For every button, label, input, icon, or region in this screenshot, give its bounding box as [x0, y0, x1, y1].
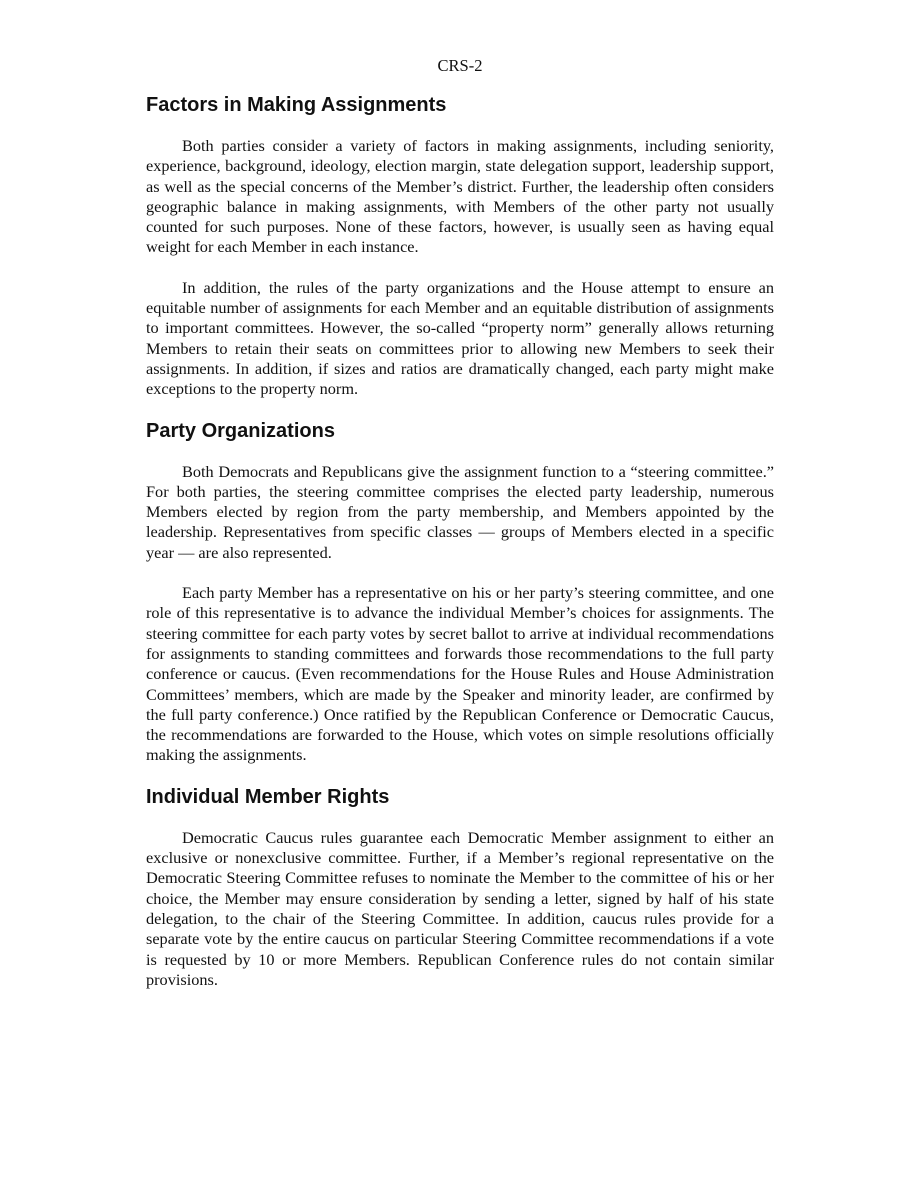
document-body [146, 93, 774, 1010]
section-heading: Individual Member Rights [146, 785, 390, 808]
body-paragraph: Each party Member has a representative on his or her party’s steering committee, and one role of this representative is to advance the individual Member’s choices for assignments. The steering committee for each party votes by secret ballot to arrive at individual recommendations for assignments to standing committees and forwards those recommendations to the full party conference or caucus. (Even recommendations for the House Rules and House Administration Committees’ members, which are made by the Speaker and minority leader, are confirmed by the full party conference.) Once ratified by the Republican Conference or Democratic Caucus, the recommendations are forwarded to the House, which votes on simple resolutions officially making the assignments. [146, 583, 774, 765]
body-paragraph: Democratic Caucus rules guarantee each Democratic Member assignment to either an exclusive or nonexclusive committee. Further, if a Member’s regional representative on the Democratic Steering Committee refuses to nominate the Member to the committee of his or her choice, the Member may ensure consideration by sending a letter, signed by half of his state delegation, to the chair of the Steering Committee. In addition, caucus rules provide for a separate vote by the entire caucus on particular Steering Committee recommendations if a vote is requested by 10 or more Members. Republican Conference rules do not contain similar provisions. [146, 827, 774, 989]
section-factors-in-making-assignments [146, 93, 774, 400]
section-heading: Party Organizations [146, 419, 335, 442]
section-heading: Factors in Making Assignments [146, 94, 447, 116]
section-party-organizations [146, 419, 774, 766]
page-header: CRS-2 [437, 56, 483, 75]
section-individual-member-rights [146, 785, 774, 990]
body-paragraph: Both Democrats and Republicans give the assignment function to a “steering committee.” For both parties, the steering committee comprises the elected party leadership, numerous Members elected by region from the party membership, and Members appointed by the leadership. Representatives from specific classes — groups of Members elected in a specific year — are also represented. [146, 461, 774, 562]
body-paragraph: In addition, the rules of the party organizations and the House attempt to ensure an equitable number of assignments for each Member and an equitable distribution of assignments to important committees. However, the so-called “property norm” generally allows returning Members to retain their seats on committees prior to allowing new Members to seek their assignments. In addition, if sizes and ratios are dramatically changed, each party might make exceptions to the property norm. [146, 277, 774, 399]
body-paragraph: Both parties consider a variety of factors in making assignments, including seniority, experience, background, ideology, election margin, state delegation support, leadership support, as well as the special concerns of the Member’s district. Further, the leadership often considers geographic balance in making assignments, with Members of the other party not usually counted for such purposes. None of these factors, however, is usually seen as having equal weight for each Member in each instance. [146, 136, 774, 257]
